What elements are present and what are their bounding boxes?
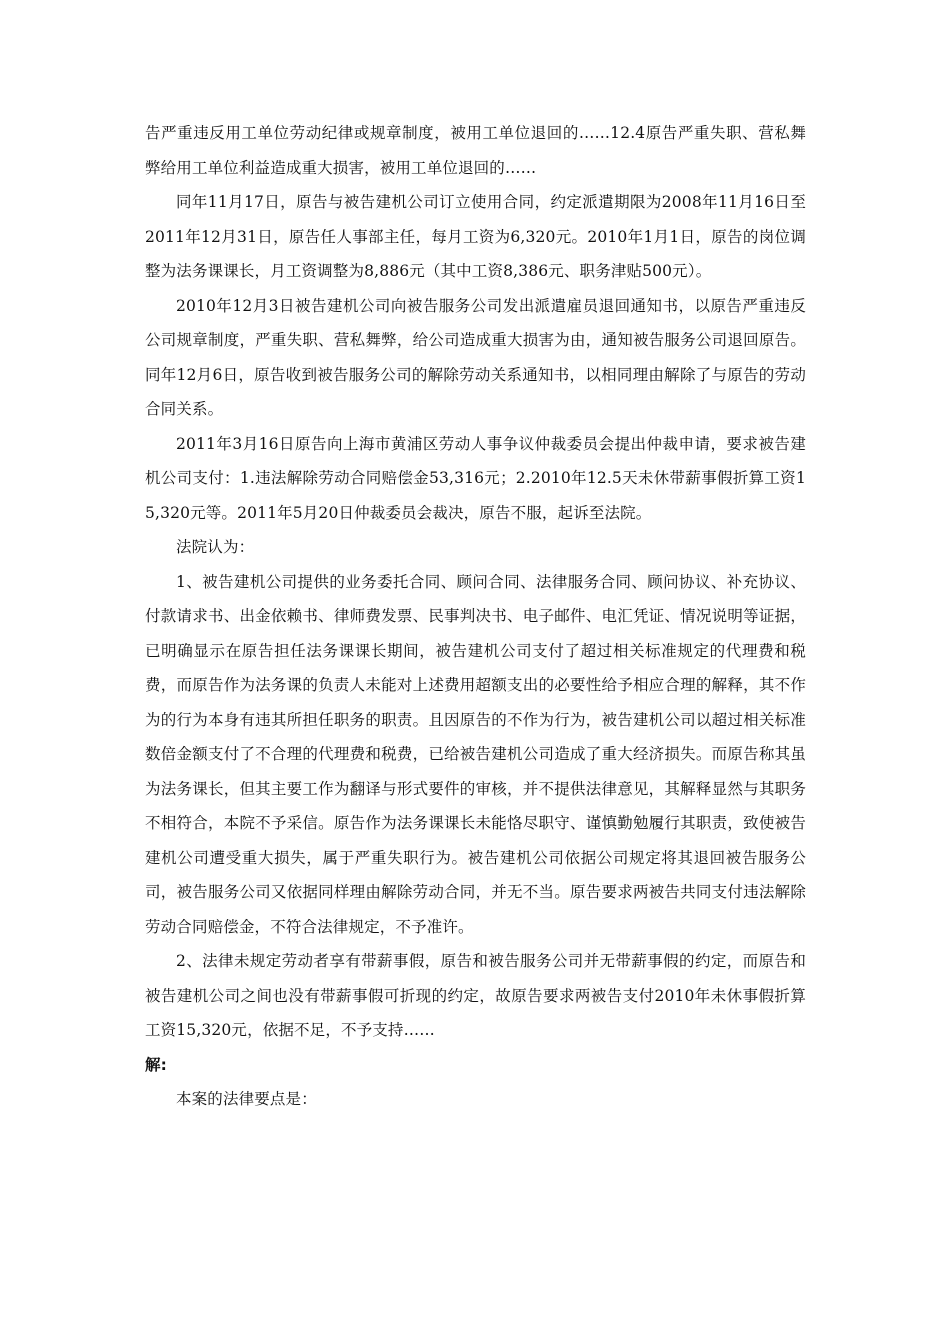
- solution-heading: 解:: [145, 1055, 167, 1074]
- solution-intro: 本案的法律要点是：: [176, 1090, 317, 1108]
- paragraph-court-opinion-2: 2、法律未规定劳动者享有带薪事假，原告和被告服务公司并无带薪事假的约定，而原告和被告建机公司之间也没有带薪事假可折现的约定，故原告要求两被告支付2010年未休事假折算工资15,320元，依据不足，不予支持……: [145, 952, 806, 1039]
- paragraph-continuation: 告严重违反用工单位劳动纪律或规章制度，被用工单位退回的……12.4原告严重失职、营私舞弊给用工单位利益造成重大损害，被用工单位退回的……: [145, 124, 806, 177]
- paragraph-court-opinion-heading: 法院认为：: [176, 538, 255, 556]
- paragraph-dismissal: 2010年12月3日被告建机公司向被告服务公司发出派遣雇员退回通知书，以原告严重违反公司规章制度，严重失职、营私舞弊，给公司造成重大损害为由，通知被告服务公司退回原告。同年12月6日，原告收到被告服务公司的解除劳动关系通知书，以相同理由解除了与原告的劳动合同关系。: [145, 296, 806, 418]
- paragraph-arbitration: 2011年3月16日原告向上海市黄浦区劳动人事争议仲裁委员会提出仲裁申请，要求被告建机公司支付：1.违法解除劳动合同赔偿金53,316元；2.2010年12.5天未休带薪事假折算工资15,320元等。2011年5月20日仲裁委员会裁决，原告不服，起诉至法院。: [145, 434, 806, 522]
- document-body: [145, 116, 806, 1117]
- paragraph-contract: 同年11月17日，原告与被告建机公司订立使用合同，约定派遣期限为2008年11月16日至2011年12月31日，原告任人事部主任，每月工资为6,320元。2010年1月1日，原告的岗位调整为法务课课长，月工资调整为8,886元（其中工资8,386元、职务津贴500元）。: [145, 193, 806, 280]
- paragraph-court-opinion-1: 1、被告建机公司提供的业务委托合同、顾问合同、法律服务合同、顾问协议、补充协议、付款请求书、出金依赖书、律师费发票、民事判决书、电子邮件、电汇凭证、情况说明等证据，已明确显示在原告担任法务课课长期间，被告建机公司支付了超过相关标准规定的代理费和税费，而原告作为法务课的负责人未能对上述费用超额支出的必要性给予相应合理的解释，其不作为的行为本身有违其所担任职务的职责。且因原告的不作为行为，被告建机公司以超过相关标准数倍金额支付了不合理的代理费和税费，已给被告建机公司造成了重大经济损失。而原告称其虽为法务课长，但其主要工作为翻译与形式要件的审核，并不提供法律意见，其解释显然与其职务不相符合，本院不予采信。原告作为法务课课长未能恪尽职守、谨慎勤勉履行其职责，致使被告建机公司遭受重大损失，属于严重失职行为。被告建机公司依据公司规定将其退回被告服务公司，被告服务公司又依据同样理由解除劳动合同，并无不当。原告要求两被告共同支付违法解除劳动合同赔偿金，不符合法律规定，不予准许。: [145, 572, 806, 936]
